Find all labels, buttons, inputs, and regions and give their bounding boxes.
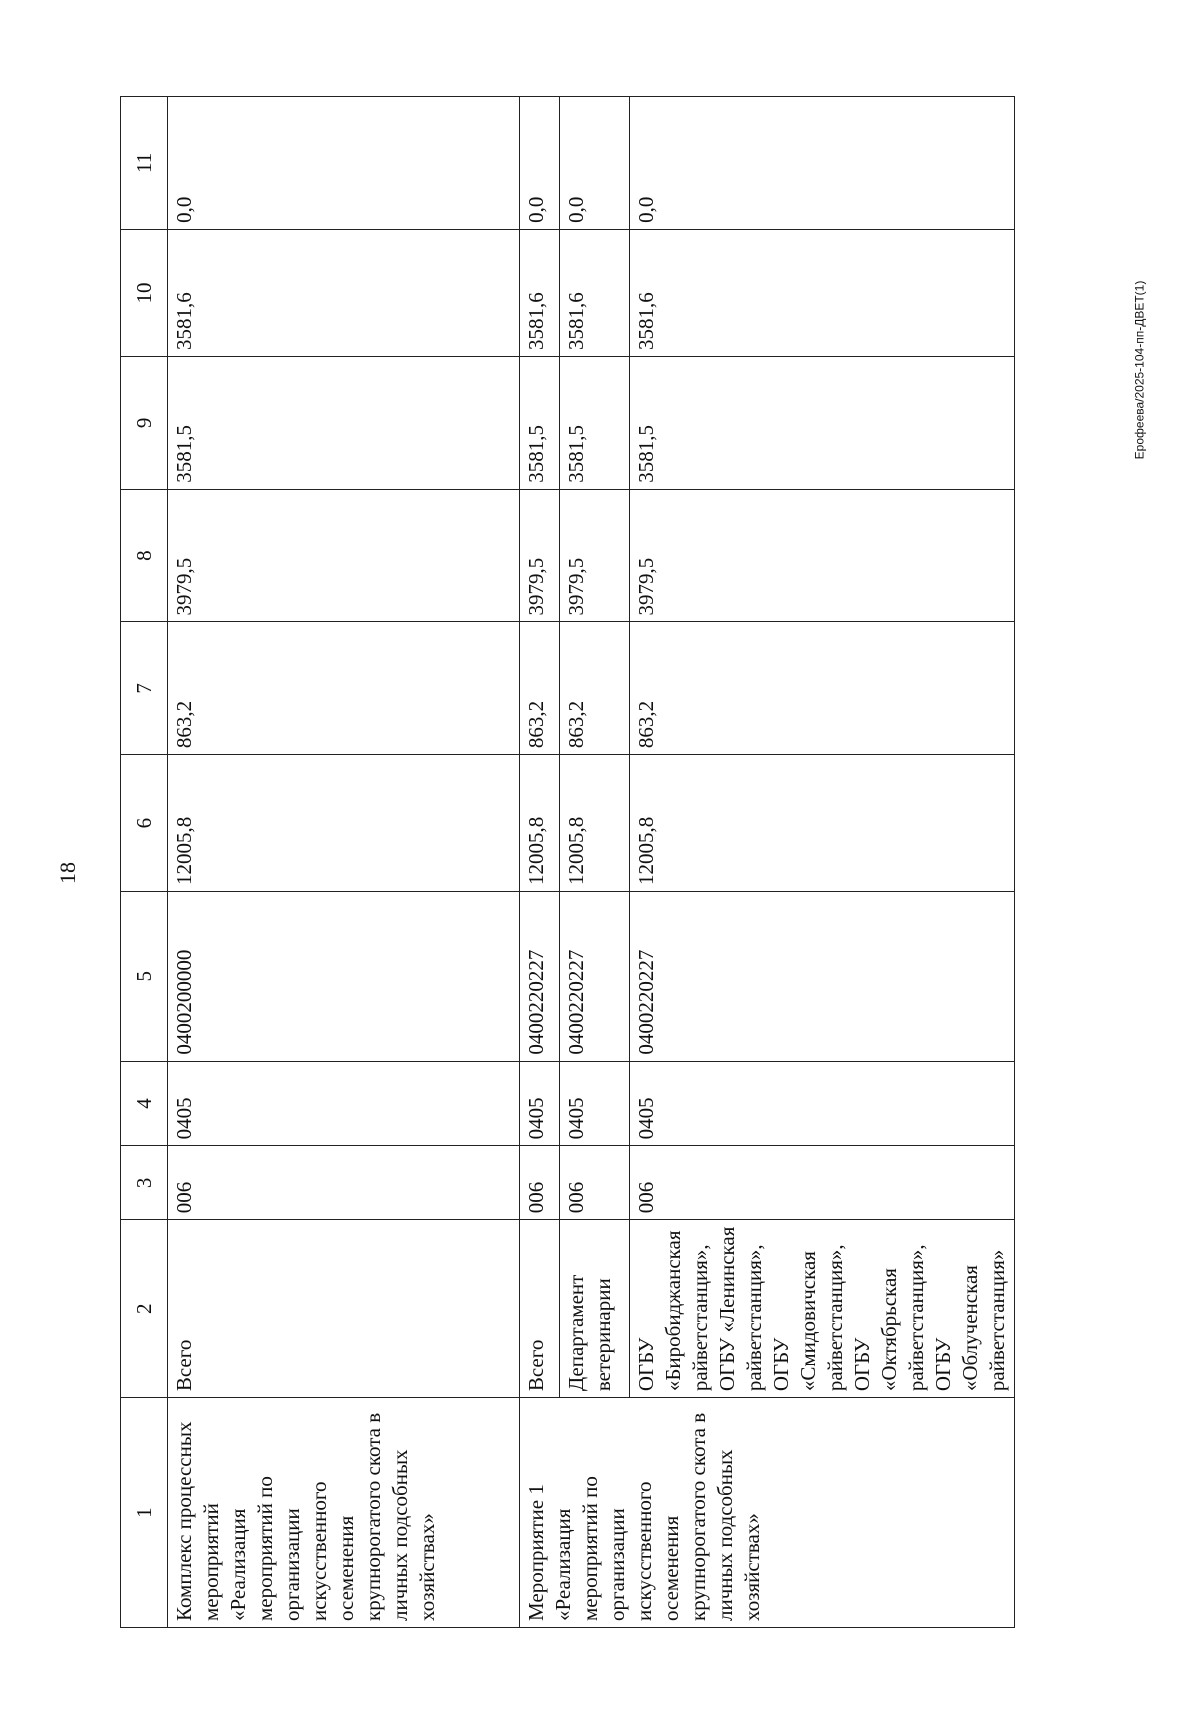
header-cell: 10 [121, 229, 168, 356]
grbs-cell: 006 [630, 1146, 1015, 1220]
value-cell: 3581,6 [168, 229, 520, 356]
budget-table [120, 96, 1015, 1628]
section-cell: 0405 [520, 1061, 560, 1146]
value-cell: 863,2 [560, 622, 630, 755]
rotated-table-container [120, 96, 1009, 1628]
header-cell: 4 [121, 1061, 168, 1146]
header-cell: 1 [121, 1398, 168, 1628]
value-cell: 3581,6 [630, 229, 1015, 356]
table-row [520, 97, 560, 1628]
grbs-cell: 006 [168, 1146, 520, 1220]
activity-name-cell: Мероприятие 1 «Реализация мероприятий по организации искусственного осеменения крупнорогатого скота в личных подсобных хозяйствах» [520, 1398, 1015, 1628]
value-cell: 0,0 [168, 97, 520, 230]
header-cell: 11 [121, 97, 168, 230]
target-code-cell: 0400220227 [520, 891, 560, 1061]
table-row [168, 97, 520, 1628]
value-cell: 3979,5 [520, 489, 560, 622]
value-cell: 863,2 [168, 622, 520, 755]
section-cell: 0405 [560, 1061, 630, 1146]
value-cell: 12005,8 [630, 755, 1015, 892]
value-cell: 3979,5 [560, 489, 630, 622]
value-cell: 12005,8 [168, 755, 520, 892]
program-name-cell: Комплекс процессных мероприятий «Реализация мероприятий по организации искусственного осеменения крупнорогатого скота в личных подсобных хозяйствах» [168, 1398, 520, 1628]
header-cell: 6 [121, 755, 168, 892]
value-cell: 0,0 [560, 97, 630, 230]
target-code-cell: 0400200000 [168, 891, 520, 1061]
source-cell: Всего [168, 1220, 520, 1398]
value-cell: 0,0 [520, 97, 560, 230]
header-cell: 7 [121, 622, 168, 755]
value-cell: 12005,8 [520, 755, 560, 892]
page-number: 18 [55, 862, 80, 884]
target-code-cell: 0400220227 [630, 891, 1015, 1061]
value-cell: 12005,8 [560, 755, 630, 892]
value-cell: 863,2 [520, 622, 560, 755]
value-cell: 3979,5 [168, 489, 520, 622]
source-cell: Департамент ветеринарии [560, 1220, 630, 1398]
value-cell: 3581,5 [560, 357, 630, 490]
header-cell: 5 [121, 891, 168, 1061]
grbs-cell: 006 [520, 1146, 560, 1220]
header-cell: 3 [121, 1146, 168, 1220]
value-cell: 0,0 [630, 97, 1015, 230]
source-cell: Всего [520, 1220, 560, 1398]
header-cell: 8 [121, 489, 168, 622]
document-code [1127, 210, 1151, 530]
source-cell: ОГБУ «Биробиджанская райветстанция», ОГБУ «Ленинская райветстанция», ОГБУ «Смидовичская райветстанция», ОГБУ «Октябрьская райветстанция», ОГБУ «Облученская райветстанция» [630, 1220, 1015, 1398]
header-cell: 2 [121, 1220, 168, 1398]
value-cell: 3581,5 [630, 357, 1015, 490]
header-row [121, 97, 168, 1628]
value-cell: 3581,6 [520, 229, 560, 356]
value-cell: 3581,5 [168, 357, 520, 490]
target-code-cell: 0400220227 [560, 891, 630, 1061]
value-cell: 863,2 [630, 622, 1015, 755]
document-code-text: Ерофеева/2025-104-пп-ДВЕТ(1) [1132, 280, 1146, 460]
section-cell: 0405 [630, 1061, 1015, 1146]
value-cell: 3581,6 [560, 229, 630, 356]
grbs-cell: 006 [560, 1146, 630, 1220]
value-cell: 3581,5 [520, 357, 560, 490]
value-cell: 3979,5 [630, 489, 1015, 622]
header-cell: 9 [121, 357, 168, 490]
section-cell: 0405 [168, 1061, 520, 1146]
